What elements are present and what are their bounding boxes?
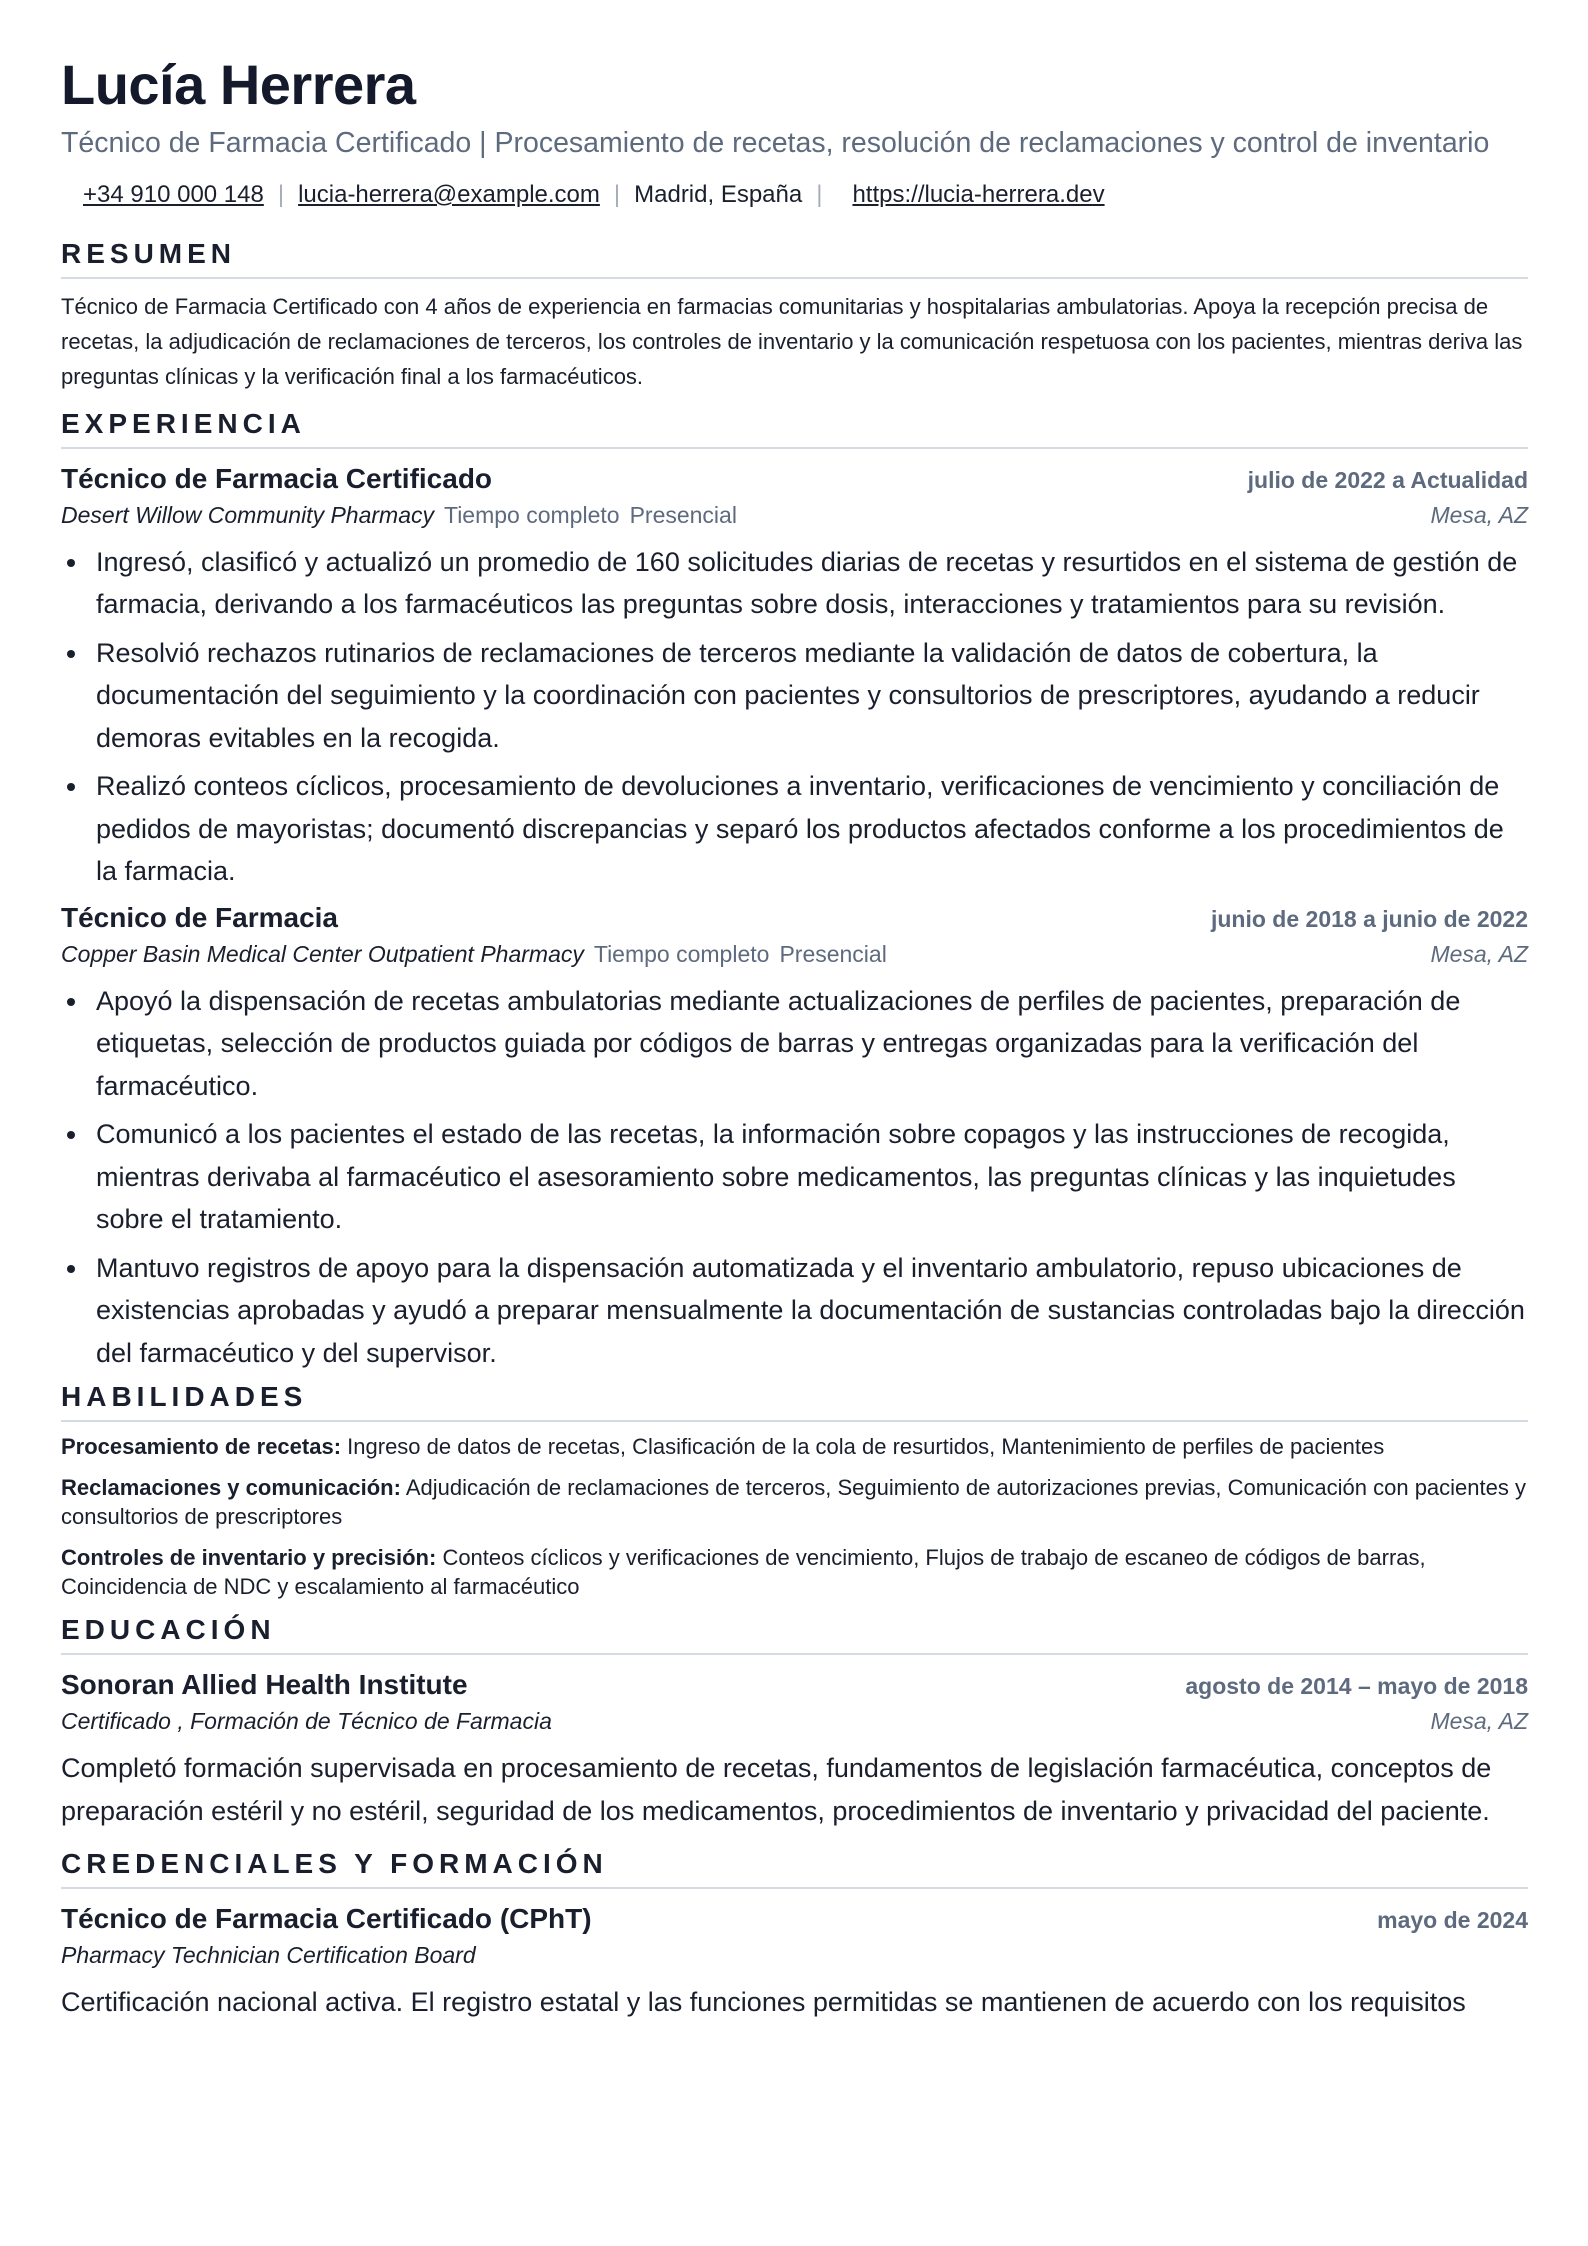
skill-group-items: Ingreso de datos de recetas, Clasificación de la cola de resurtidos, Mantenimiento de perfiles de pacientes xyxy=(347,1434,1385,1460)
location-text: Madrid, España xyxy=(634,180,803,208)
skill-group-label: Reclamaciones y comunicación: xyxy=(61,1475,401,1501)
section-title-summary: RESUMEN xyxy=(61,237,1528,279)
separator: | xyxy=(613,180,621,208)
phone-link[interactable]: +34 910 000 148 xyxy=(83,180,264,208)
education-entry xyxy=(61,1666,1528,1832)
bullet-icon xyxy=(67,650,75,658)
job-location: Mesa, AZ xyxy=(1430,501,1528,528)
section-title-education: EDUCACIÓN xyxy=(61,1613,1528,1655)
skill-group xyxy=(61,1543,1528,1601)
company-name: Copper Basin Medical Center Outpatient Pharmacy xyxy=(61,940,584,967)
skill-group-items: Conteos cíclicos y verificaciones de vencimiento, Flujos de trabajo de escaneo de códigos de barras, Coincidencia de NDC y escalamiento al farmacéutico xyxy=(61,1545,1426,1600)
bullet-item: Mantuvo registros de apoyo para la dispensación automatizada y el inventario ambulatorio, repuso ubicaciones de existencias aprobadas y ayudó a preparar mensualmente la documentación de sustancias controladas bajo la dirección del farmacéutico y del supervisor. xyxy=(61,1247,1528,1375)
education-subheader xyxy=(61,1703,1528,1739)
credential-subheader xyxy=(61,1937,1528,1973)
separator: | xyxy=(816,180,823,208)
website-link[interactable]: https://lucia-herrera.dev xyxy=(852,180,1105,208)
job-header xyxy=(61,899,1528,937)
bullet-item: Realizó conteos cíclicos, procesamiento de devoluciones a inventario, verificaciones de vencimiento y conciliación de pedidos de mayoristas; documentó discrepancias y separó los productos afectados conforme a los procedimientos de la farmacia. xyxy=(61,765,1528,893)
school-name: Sonoran Allied Health Institute xyxy=(61,1669,468,1701)
bullet-icon xyxy=(67,998,75,1006)
bullet-item: Resolvió rechazos rutinarios de reclamaciones de terceros mediante la validación de datos de cobertura, la documentación del seguimiento y la coordinación con pacientes y consultorios de prescriptores, ayudando a reducir demoras evitables en la recogida. xyxy=(61,632,1528,760)
job-subheader xyxy=(61,497,1528,533)
job-entry xyxy=(61,899,1528,1375)
education-dates: agosto de 2014 – mayo de 2018 xyxy=(1185,1673,1528,1700)
bullet-icon xyxy=(67,1131,75,1139)
job-entry xyxy=(61,460,1528,893)
job-title: Técnico de Farmacia Certificado xyxy=(61,462,493,494)
section-title-skills: HABILIDADES xyxy=(61,1380,1528,1422)
credential-description: Certificación nacional activa. El registro estatal y las funciones permitidas se mantienen de acuerdo con los requisitos xyxy=(61,1987,1466,2018)
skill-group-label: Procesamiento de recetas: xyxy=(61,1434,342,1460)
education-description: Completó formación supervisada en procesamiento de recetas, fundamentos de legislación farmacéutica, conceptos de preparación estéril y no estéril, seguridad de los medicamentos, procedimientos de inventario y privacidad del paciente. xyxy=(61,1753,1492,1826)
job-bullets xyxy=(61,980,1528,1375)
credential-issuer: Pharmacy Technician Certification Board xyxy=(61,1942,476,1969)
job-subheader xyxy=(61,936,1528,972)
degree-name: Certificado , Formación de Técnico de Farmacia xyxy=(61,1708,552,1735)
credential-name: Técnico de Farmacia Certificado (CPhT) xyxy=(61,1903,592,1935)
education-location: Mesa, AZ xyxy=(1430,1708,1528,1735)
job-title: Técnico de Farmacia xyxy=(61,901,339,933)
bullet-icon xyxy=(67,1265,75,1273)
bullet-item: Ingresó, clasificó y actualizó un promedio de 160 solicitudes diarias de recetas y resurtidos en el sistema de gestión de farmacia, derivando a los farmacéuticos las preguntas sobre dosis, interacciones y tratamientos para su revisión. xyxy=(61,541,1528,626)
skill-group xyxy=(61,1473,1528,1531)
credential-date: mayo de 2024 xyxy=(1377,1907,1528,1934)
candidate-name: Lucía Herrera xyxy=(61,53,416,116)
job-dates: junio de 2018 a junio de 2022 xyxy=(1210,905,1528,932)
job-location: Mesa, AZ xyxy=(1430,940,1528,967)
education-header xyxy=(61,1666,1528,1704)
job-dates: julio de 2022 a Actualidad xyxy=(1247,466,1528,493)
section-title-experience: EXPERIENCIA xyxy=(61,407,1528,449)
bullet-item: Comunicó a los pacientes el estado de las recetas, la información sobre copagos y las instrucciones de recogida, mientras derivaba al farmacéutico el asesoramiento sobre medicamentos, las preguntas clínicas y las inquietudes sobre el tratamiento. xyxy=(61,1113,1528,1241)
company-name: Desert Willow Community Pharmacy xyxy=(61,501,434,528)
skills-list xyxy=(61,1432,1528,1601)
work-mode: Presencial xyxy=(779,940,887,967)
job-bullets xyxy=(61,541,1528,893)
bullet-icon xyxy=(67,559,75,567)
employment-type: Tiempo completo xyxy=(444,501,620,528)
headline: Técnico de Farmacia Certificado | Procesamiento de recetas, resolución de reclamaciones y control de inventario xyxy=(61,126,1490,159)
email-link[interactable]: lucia-herrera@example.com xyxy=(298,180,600,208)
section-title-credentials: CREDENCIALES Y FORMACIÓN xyxy=(61,1847,1528,1889)
job-header xyxy=(61,460,1528,498)
summary-text: Técnico de Farmacia Certificado con 4 años de experiencia en farmacias comunitarias y hospitalarias ambulatorias. Apoya la recepción precisa de recetas, la adjudicación de reclamaciones de terceros, los controles de inventario y la comunicación respetuosa con los pacientes, mientras deriva las preguntas clínicas y la verificación final a los farmacéuticos. xyxy=(61,293,1523,389)
bullet-item: Apoyó la dispensación de recetas ambulatorias mediante actualizaciones de perfiles de pacientes, preparación de etiquetas, selección de productos guiada por códigos de barras y entregas organizadas para la verificación del farmacéutico. xyxy=(61,980,1528,1108)
work-mode: Presencial xyxy=(629,501,737,528)
skill-group xyxy=(61,1432,1528,1461)
credential-entry xyxy=(61,1900,1528,2024)
credential-header xyxy=(61,1900,1528,1938)
skill-group-label: Controles de inventario y precisión: xyxy=(61,1545,437,1571)
bullet-icon xyxy=(67,783,75,791)
contact-bar xyxy=(61,178,1528,212)
separator: | xyxy=(277,180,285,208)
skill-group-items: Adjudicación de reclamaciones de terceros, Seguimiento de autorizaciones previas, Comunicación con pacientes y consultorios de prescriptores xyxy=(61,1475,1526,1530)
employment-type: Tiempo completo xyxy=(593,940,770,967)
